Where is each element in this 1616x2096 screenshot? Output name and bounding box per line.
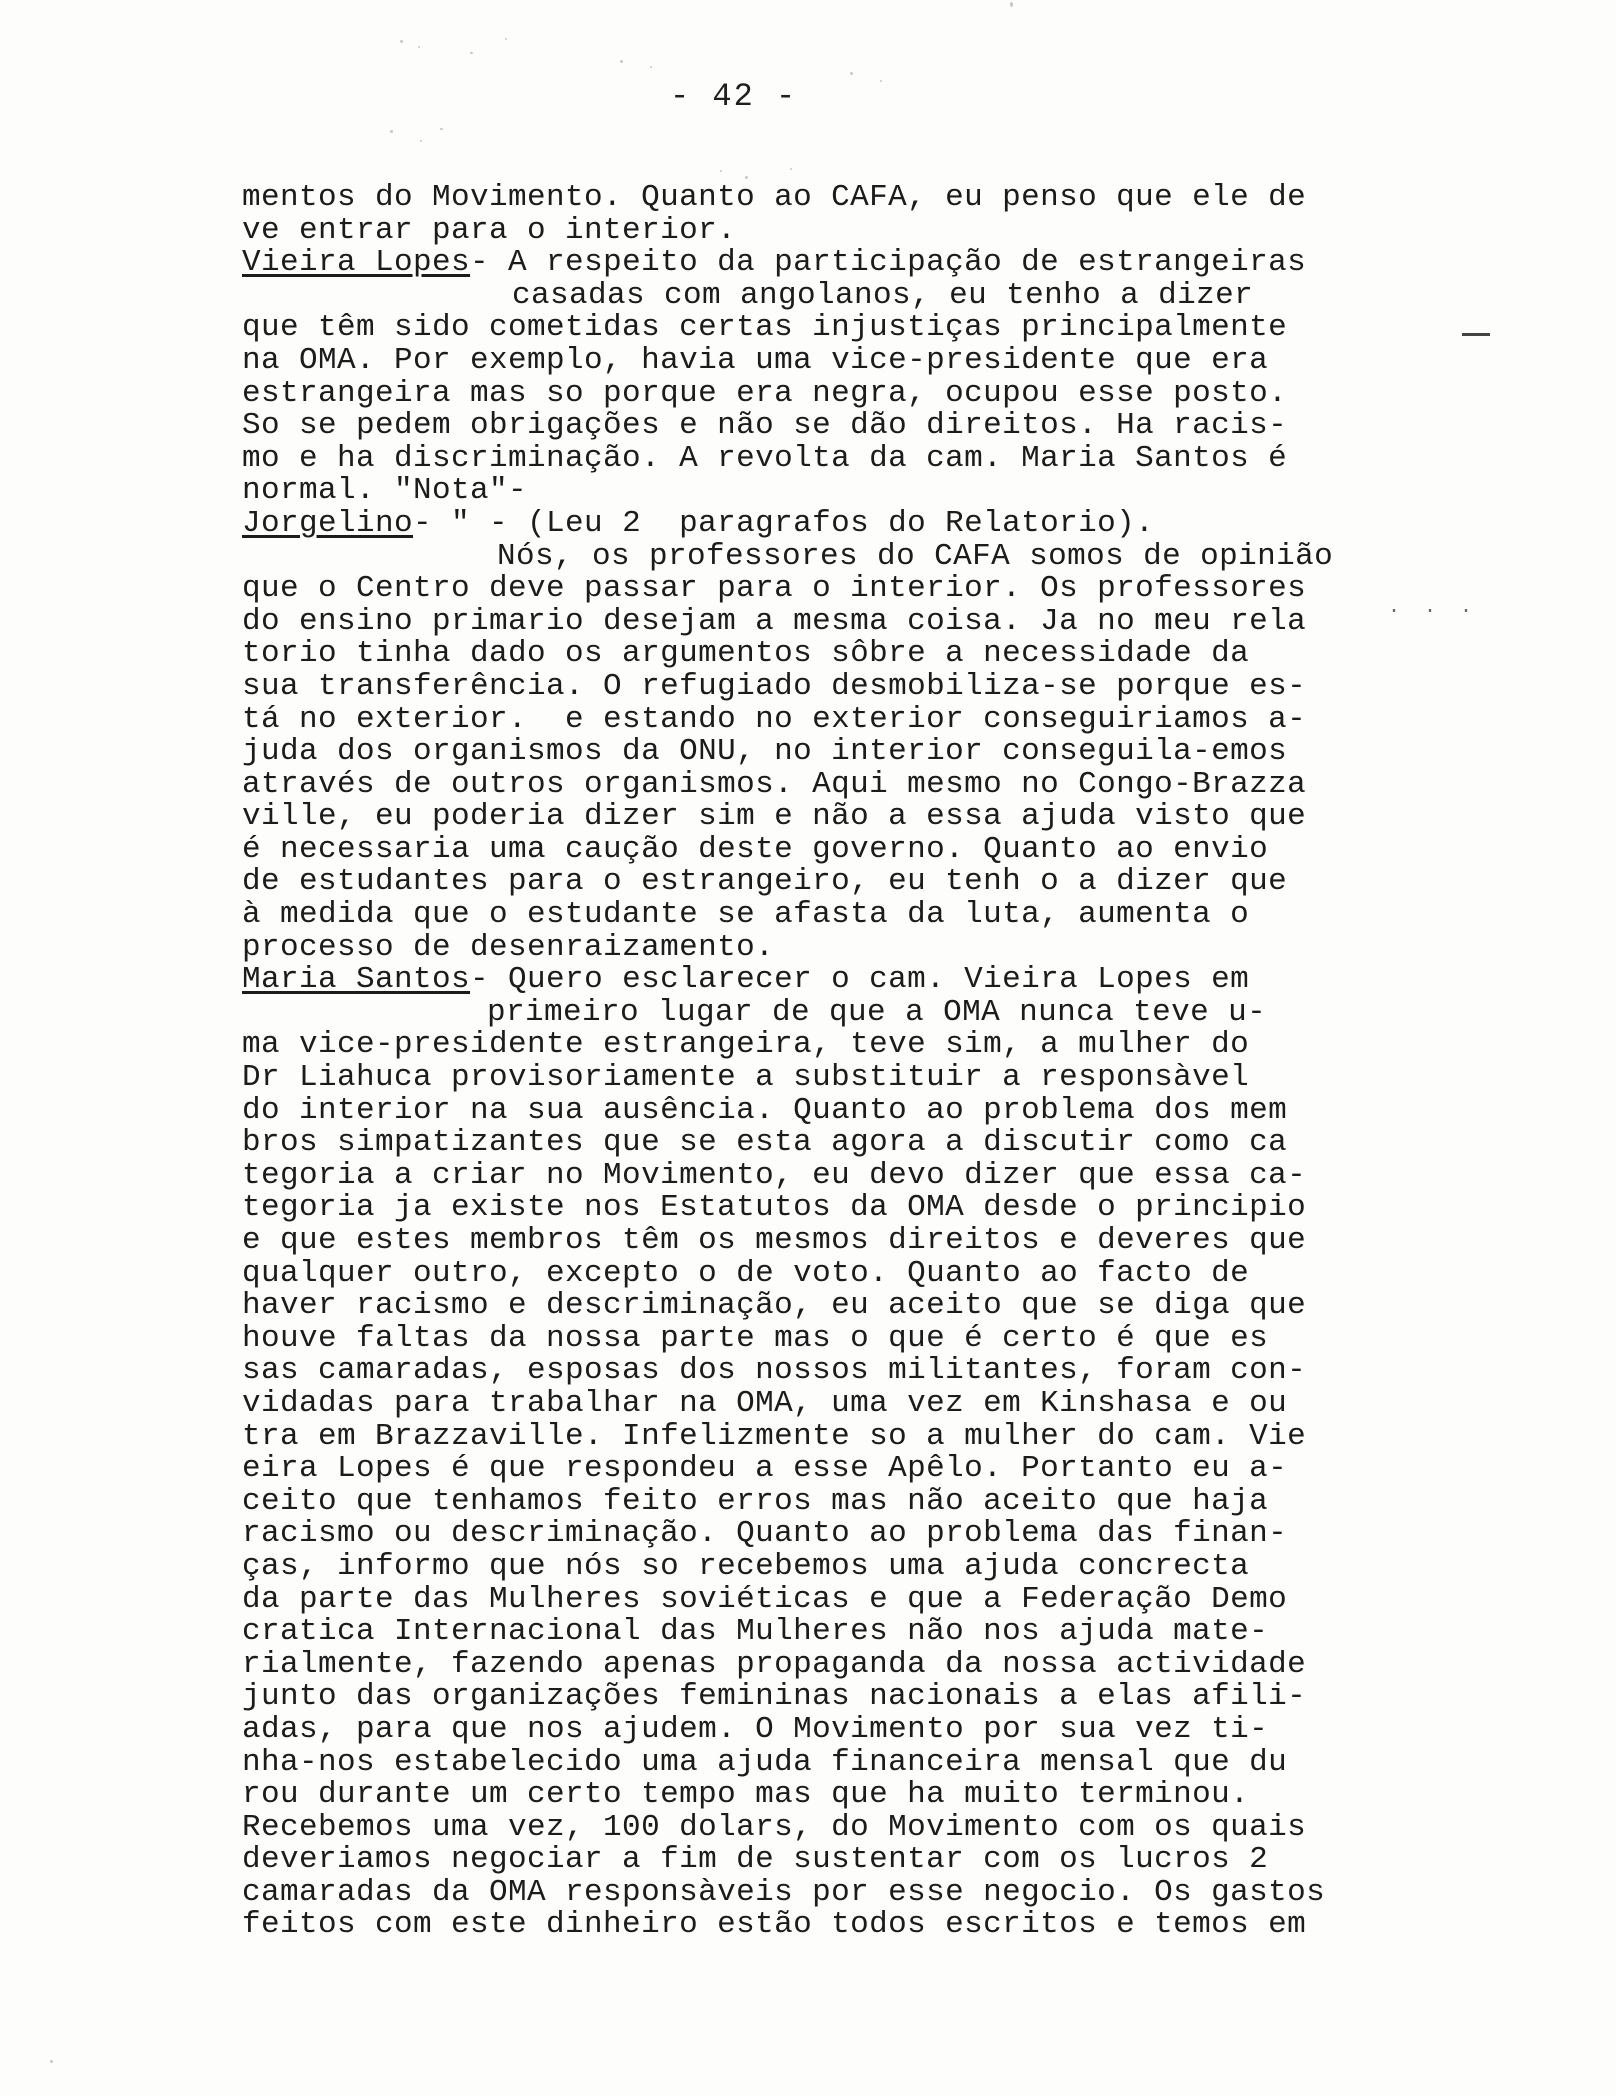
text-line: Vieira Lopes- A respeito da participação de estrangeiras	[242, 245, 1307, 281]
text-line: sua transferência. O refugiado desmobiliza-se porque es-	[242, 668, 1307, 704]
text-line: estrangeira mas so porque era negra, ocupou esse posto.	[242, 375, 1288, 411]
text-line: tegoria ja existe nos Estatutos da OMA desde o principio	[242, 1190, 1307, 1226]
text-line: ma vice-presidente estrangeira, teve sim, a mulher do	[242, 1027, 1250, 1063]
text-line: sas camaradas, esposas dos nossos militantes, foram con-	[242, 1353, 1307, 1389]
text-line: tra em Brazzaville. Infelizmente so a mulher do cam. Vie	[242, 1418, 1307, 1454]
text-line: So se pedem obrigações e não se dão direitos. Ha racis-	[242, 408, 1288, 444]
speaker-name: Maria Santos	[242, 962, 471, 998]
text-line: que têm sido cometidas certas injustiças principalmente	[242, 310, 1288, 346]
text-line: Nós, os professores do CAFA somos de opinião	[497, 538, 1334, 574]
text-line: casadas com angolanos, eu tenho a dizer	[512, 277, 1254, 313]
speaker-name: Vieira Lopes	[242, 245, 471, 281]
text-line: Jorgelino- " - (Leu 2 paragrafos do Relatorio).	[242, 505, 1155, 541]
text-line: bros simpatizantes que se esta agora a discutir como ca	[242, 1125, 1288, 1161]
text-line: houve faltas da nossa parte mas o que é certo é que es	[242, 1320, 1269, 1356]
text-line: qualquer outro, excepto o de voto. Quanto ao facto de	[242, 1255, 1250, 1291]
page-number: - 42 -	[670, 78, 798, 115]
margin-dots: · · ·	[1388, 600, 1479, 623]
text-line: Recebemos uma vez, 100 dolars, do Movimento com os quais	[242, 1809, 1307, 1845]
text-line: tá no exterior. e estando no exterior conseguiriamos a-	[242, 701, 1307, 737]
text-line: ceito que tenhamos feito erros mas não aceito que haja	[242, 1483, 1269, 1519]
text-line: rialmente, fazendo apenas propaganda da nossa actividade	[242, 1646, 1307, 1682]
text-line: haver racismo e descriminação, eu aceito que se diga que	[242, 1288, 1307, 1324]
text-line: na OMA. Por exemplo, havia uma vice-presidente que era	[242, 342, 1269, 378]
text-line: e que estes membros têm os mesmos direitos e deveres que	[242, 1223, 1307, 1258]
text-line: primeiro lugar de que a OMA nunca teve u-	[487, 994, 1267, 1030]
text-line: do interior na sua ausência. Quanto ao problema dos mem	[242, 1092, 1288, 1128]
text-line: ville, eu poderia dizer sim e não a essa ajuda visto que	[242, 799, 1307, 835]
text-line: ças, informo que nós so recebemos uma ajuda concrecta	[242, 1548, 1250, 1584]
text-line: processo de desenraizamento.	[242, 929, 775, 965]
body-text	[242, 182, 1362, 1942]
text-line: à medida que o estudante se afasta da luta, aumenta o	[242, 897, 1250, 933]
speaker-name: Jorgelino	[242, 505, 414, 541]
text-line: de estudantes para o estrangeiro, eu tenh o a dizer que	[242, 864, 1288, 900]
text-line: do ensino primario desejam a mesma coisa. Ja no meu rela	[242, 603, 1307, 639]
text-line: camaradas da OMA responsàveis por esse negocio. Os gastos	[242, 1874, 1326, 1910]
text-line: ve entrar para o interior.	[242, 212, 737, 248]
margin-mark	[1462, 333, 1490, 336]
text-line: tegoria a criar no Movimento, eu devo dizer que essa ca-	[242, 1157, 1307, 1193]
text-line: torio tinha dado os argumentos sôbre a necessidade da	[242, 636, 1250, 672]
text-line: vidadas para trabalhar na OMA, uma vez em Kinshasa e ou	[242, 1385, 1288, 1421]
text-line: adas, para que nos ajudem. O Movimento por sua vez ti-	[242, 1711, 1269, 1747]
text-line: eira Lopes é que respondeu a esse Apêlo. Portanto eu a-	[242, 1451, 1288, 1487]
text-line: rou durante um certo tempo mas que ha muito terminou.	[242, 1777, 1250, 1813]
text-line: nha-nos estabelecido uma ajuda financeira mensal que du	[242, 1744, 1288, 1780]
text-line: através de outros organismos. Aqui mesmo no Congo-Brazza	[242, 766, 1307, 802]
text-line: juda dos organismos da ONU, no interior conseguila-emos	[242, 734, 1288, 770]
text-line: mentos do Movimento. Quanto ao CAFA, eu penso que ele de	[242, 180, 1307, 215]
text-line: junto das organizações femininas nacionais a elas afili-	[242, 1679, 1307, 1715]
text-line: racismo ou descriminação. Quanto ao problema das finan-	[242, 1516, 1288, 1552]
text-line: Dr Liahuca provisoriamente a substituir a responsàvel	[242, 1060, 1250, 1096]
text-line: da parte das Mulheres soviéticas e que a Federação Demo	[242, 1581, 1288, 1617]
text-line: que o Centro deve passar para o interior. Os professores	[242, 571, 1307, 607]
text-line: cratica Internacional das Mulheres não nos ajuda mate-	[242, 1614, 1269, 1650]
text-line: é necessaria uma caução deste governo. Quanto ao envio	[242, 831, 1269, 867]
text-line: normal. "Nota"-	[242, 473, 528, 509]
text-line: mo e ha discriminação. A revolta da cam. Maria Santos é	[242, 440, 1288, 476]
text-line: deveriamos negociar a fim de sustentar com os lucros 2	[242, 1842, 1269, 1878]
text-line: Maria Santos- Quero esclarecer o cam. Vieira Lopes em	[242, 962, 1250, 998]
text-line: feitos com este dinheiro estão todos escritos e temos em	[242, 1907, 1307, 1943]
